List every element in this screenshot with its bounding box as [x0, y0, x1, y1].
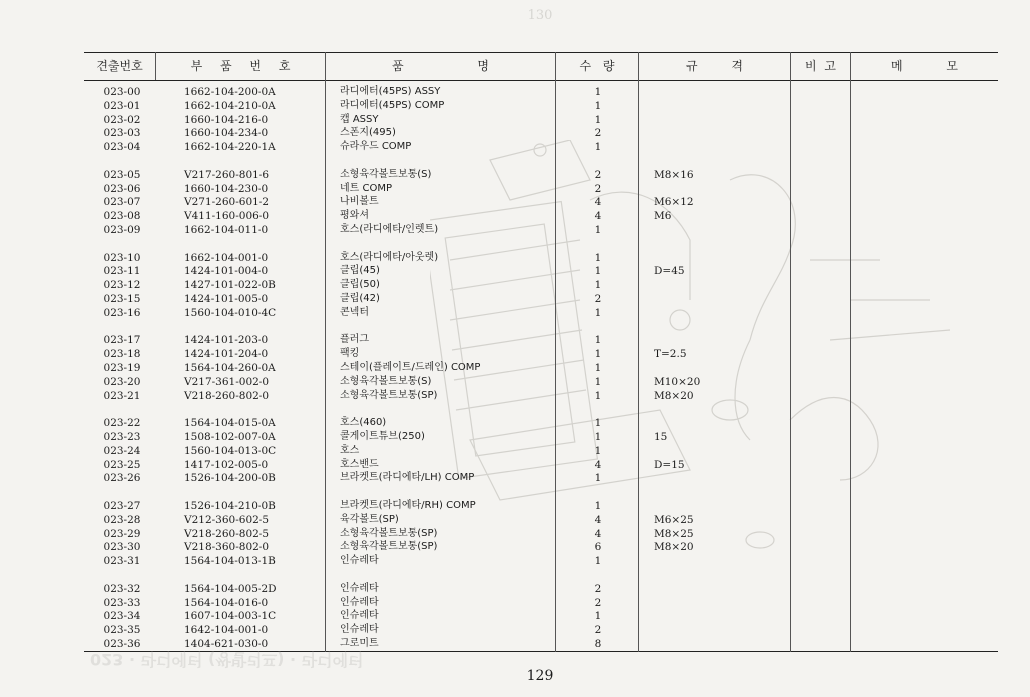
row-ref-number: 023-30 — [103, 541, 141, 554]
row-quantity: 4 — [594, 458, 602, 471]
row-part-number: 1660-104-230-0 — [184, 182, 269, 195]
row-spec — [654, 223, 734, 237]
row-quantity: 4 — [594, 210, 602, 223]
row-spec: 15 — [654, 431, 668, 443]
row-quantity: 1 — [594, 265, 602, 278]
row-part-number: 1560-104-013-0C — [184, 444, 277, 457]
row-part-name: 캡 ASSY — [340, 113, 379, 125]
row-part-number: 1662-104-220-1A — [184, 141, 276, 154]
row-part-name: 인슈레타 — [340, 596, 379, 608]
row-part-name: 소형육각볼트보통(S) — [340, 375, 432, 387]
row-part-number: 1424-101-204-0 — [184, 348, 269, 361]
page-number: 129 — [526, 668, 554, 684]
row-ref-number: 023-07 — [103, 196, 141, 209]
row-spec — [654, 596, 734, 610]
row-quantity: 1 — [594, 334, 602, 347]
row-part-number: 1564-104-015-0A — [184, 417, 276, 430]
row-part-number: 1607-104-003-1C — [184, 610, 277, 623]
row-spec — [654, 499, 734, 513]
row-spec — [654, 416, 734, 430]
row-part-name: 소형육각볼트보통(SP) — [340, 527, 438, 539]
row-ref-number: 023-01 — [103, 99, 141, 112]
row-part-name: 인슈레타 — [340, 555, 379, 567]
row-quantity: 1 — [594, 375, 602, 388]
row-spec: M8×20 — [654, 541, 694, 554]
row-quantity: 2 — [594, 582, 602, 595]
row-part-name: 콘넥터 — [340, 306, 369, 318]
col-sep-6 — [850, 52, 851, 652]
row-part-name: 호스(라디에타/아웃렛) — [340, 251, 439, 263]
row-spec — [654, 554, 734, 568]
header-memo: 메 모 — [891, 59, 958, 73]
row-spec: M8×16 — [654, 168, 694, 181]
row-ref-number: 023-15 — [103, 293, 141, 305]
row-quantity: 1 — [594, 279, 602, 292]
row-part-name: 슈라우드 COMP — [340, 141, 412, 153]
row-spec — [654, 333, 734, 347]
row-part-name: 평와셔 — [340, 210, 369, 222]
row-spec — [654, 306, 734, 320]
row-spec — [654, 251, 734, 265]
row-quantity: 1 — [594, 141, 602, 154]
row-ref-number: 023-22 — [103, 417, 141, 430]
row-part-number: 1564-104-260-0A — [184, 362, 276, 374]
bleed-through-caption: 023 · 라디에터 (쌍발리프) · 라디에터 — [90, 650, 364, 669]
row-part-number: 1424-101-005-0 — [184, 293, 269, 305]
row-quantity: 1 — [594, 389, 602, 402]
row-quantity: 1 — [594, 444, 602, 457]
row-quantity: 1 — [594, 500, 602, 512]
row-spec — [654, 292, 734, 306]
row-spec: T=2.5 — [654, 348, 687, 361]
row-spec — [654, 637, 734, 651]
row-ref-number: 023-17 — [103, 334, 141, 347]
row-part-number: V212-360-602-5 — [184, 513, 270, 526]
header-bottom-rule — [84, 80, 998, 81]
row-spec — [654, 609, 734, 623]
row-part-number: 1564-104-016-0 — [184, 596, 269, 609]
bleed-through-page-number: 130 — [527, 8, 553, 23]
row-part-name: 브라켓트(라디에타/RH) COMP — [340, 500, 476, 511]
row-part-number: 1662-104-210-0A — [184, 99, 276, 112]
row-spec: M8×20 — [654, 389, 694, 402]
col-sep-2 — [325, 52, 326, 652]
row-ref-number: 023-12 — [103, 279, 141, 292]
row-ref-number: 023-19 — [103, 362, 141, 374]
row-part-name: 소형육각볼트보통(SP) — [340, 389, 438, 401]
row-spec — [654, 471, 734, 485]
row-quantity: 1 — [594, 86, 602, 98]
row-part-number: 1424-101-203-0 — [184, 334, 269, 347]
row-part-name: 콜게이트튜브(250) — [340, 431, 425, 442]
row-ref-number: 023-21 — [103, 389, 141, 402]
header-quantity: 수 량 — [579, 59, 615, 73]
row-quantity: 1 — [594, 555, 602, 568]
row-part-number: 1660-104-216-0 — [184, 113, 269, 126]
row-quantity: 1 — [594, 417, 602, 430]
row-spec — [654, 623, 734, 637]
row-part-name: 호스밴드 — [340, 458, 379, 470]
header-ref-no: 견출번호 — [96, 59, 143, 73]
row-spec: M10×20 — [654, 375, 701, 388]
row-part-name: 클립(50) — [340, 279, 380, 291]
row-part-name: 팩킹 — [340, 348, 360, 360]
row-ref-number: 023-35 — [103, 624, 141, 637]
col-sep-4 — [638, 52, 639, 652]
row-ref-number: 023-28 — [103, 513, 141, 526]
row-spec: D=15 — [654, 458, 685, 471]
row-spec — [654, 85, 734, 99]
row-quantity: 2 — [594, 127, 602, 140]
row-part-number: 1417-102-005-0 — [184, 458, 269, 471]
row-quantity: 1 — [594, 113, 602, 126]
row-part-name: 인슈레타 — [340, 610, 379, 622]
row-quantity: 2 — [594, 182, 602, 195]
row-part-name: 호스(460) — [340, 417, 387, 429]
row-ref-number: 023-23 — [103, 431, 141, 443]
row-part-number: V411-160-006-0 — [184, 210, 270, 223]
row-ref-number: 023-24 — [103, 444, 141, 457]
row-spec — [654, 126, 734, 140]
row-part-number: 1560-104-010-4C — [184, 306, 277, 319]
row-ref-number: 023-02 — [103, 113, 141, 126]
row-quantity: 1 — [594, 472, 602, 485]
row-ref-number: 023-27 — [103, 500, 141, 512]
row-ref-number: 023-26 — [103, 472, 141, 485]
row-quantity: 1 — [594, 431, 602, 443]
header-remarks: 비 고 — [805, 59, 836, 73]
header-part-name: 품 명 — [392, 59, 489, 73]
row-quantity: 2 — [594, 293, 602, 305]
row-ref-number: 023-32 — [103, 582, 141, 595]
row-ref-number: 023-18 — [103, 348, 141, 361]
row-spec — [654, 140, 734, 154]
row-spec: M8×25 — [654, 527, 694, 540]
row-part-name: 인슈레타 — [340, 624, 379, 636]
row-spec — [654, 582, 734, 596]
row-part-name: 라디에터(45PS) COMP — [340, 99, 445, 111]
row-spec: M6×12 — [654, 196, 694, 209]
row-part-name: 그로미트 — [340, 638, 379, 649]
col-sep-5 — [790, 52, 791, 652]
row-part-name: 소형육각볼트보통(S) — [340, 168, 432, 180]
row-part-number: 1662-104-200-0A — [184, 86, 276, 98]
row-quantity: 2 — [594, 624, 602, 637]
row-part-name: 클립(42) — [340, 293, 380, 304]
row-quantity: 4 — [594, 527, 602, 540]
row-part-name: 네트 COMP — [340, 182, 393, 194]
row-quantity: 8 — [594, 638, 602, 650]
col-sep-3 — [555, 52, 556, 652]
row-quantity: 4 — [594, 513, 602, 526]
row-part-number: 1427-101-022-0B — [184, 279, 276, 292]
row-quantity: 1 — [594, 348, 602, 361]
row-part-number: V217-260-801-6 — [184, 168, 270, 181]
row-quantity: 1 — [594, 224, 602, 236]
row-quantity: 4 — [594, 196, 602, 209]
row-part-name: 스폰지(495) — [340, 127, 396, 139]
row-ref-number: 023-04 — [103, 141, 141, 154]
row-part-number: V271-260-601-2 — [184, 196, 270, 209]
row-quantity: 1 — [594, 362, 602, 374]
row-part-name: 소형육각볼트보통(SP) — [340, 541, 438, 553]
row-part-number: 1642-104-001-0 — [184, 624, 269, 637]
header-part-no: 부 품 번 호 — [190, 59, 291, 73]
row-ref-number: 023-00 — [103, 86, 141, 98]
row-ref-number: 023-09 — [103, 224, 141, 236]
row-quantity: 1 — [594, 610, 602, 623]
row-part-number: V217-361-002-0 — [184, 375, 270, 388]
row-part-name: 플러그 — [340, 334, 369, 346]
row-ref-number: 023-31 — [103, 555, 141, 568]
row-part-name: 브라켓트(라디에타/LH) COMP — [340, 472, 475, 484]
row-ref-number: 023-34 — [103, 610, 141, 623]
row-part-number: V218-360-802-0 — [184, 541, 270, 554]
row-part-number: 1424-101-004-0 — [184, 265, 269, 278]
row-spec — [654, 182, 734, 196]
header-spec: 규 격 — [686, 59, 743, 73]
row-part-name: 나비볼트 — [340, 196, 379, 208]
row-part-name: 클립(45) — [340, 265, 380, 277]
row-part-number: 1526-104-200-0B — [184, 472, 276, 485]
row-ref-number: 023-16 — [103, 306, 141, 319]
row-spec — [654, 99, 734, 113]
row-part-number: 1404-621-030-0 — [184, 638, 269, 650]
row-part-number: 1564-104-013-1B — [184, 555, 276, 568]
row-quantity: 2 — [594, 168, 602, 181]
row-ref-number: 023-25 — [103, 458, 141, 471]
row-ref-number: 023-06 — [103, 182, 141, 195]
row-spec: M6 — [654, 210, 672, 223]
row-ref-number: 023-11 — [103, 265, 141, 278]
row-part-name: 육각볼트(SP) — [340, 513, 399, 525]
row-ref-number: 023-29 — [103, 527, 141, 540]
row-ref-number: 023-03 — [103, 127, 141, 140]
row-spec — [654, 361, 734, 375]
row-part-name: 호스(라디에타/인렛트) — [340, 224, 439, 235]
row-spec — [654, 278, 734, 292]
row-quantity: 1 — [594, 251, 602, 264]
row-spec — [654, 113, 734, 127]
row-quantity: 6 — [594, 541, 602, 554]
row-part-number: V218-260-802-5 — [184, 527, 270, 540]
row-part-name: 스테이(플레이트/드레인) COMP — [340, 362, 481, 373]
row-part-number: 1662-104-011-0 — [184, 224, 269, 236]
row-ref-number: 023-10 — [103, 251, 141, 264]
row-quantity: 1 — [594, 99, 602, 112]
row-ref-number: 023-36 — [103, 638, 141, 650]
row-part-name: 인슈레타 — [340, 582, 379, 594]
row-part-number: 1662-104-001-0 — [184, 251, 269, 264]
row-ref-number: 023-33 — [103, 596, 141, 609]
row-part-number: 1508-102-007-0A — [184, 431, 276, 443]
row-spec: D=45 — [654, 265, 685, 278]
row-part-number: V218-260-802-0 — [184, 389, 270, 402]
row-part-number: 1526-104-210-0B — [184, 500, 276, 512]
row-part-name: 호스 — [340, 444, 360, 456]
row-part-number: 1660-104-234-0 — [184, 127, 269, 140]
row-part-name: 라디에터(45PS) ASSY — [340, 86, 441, 97]
row-ref-number: 023-20 — [103, 375, 141, 388]
row-part-number: 1564-104-005-2D — [184, 582, 277, 595]
row-quantity: 1 — [594, 306, 602, 319]
row-quantity: 2 — [594, 596, 602, 609]
row-ref-number: 023-05 — [103, 168, 141, 181]
row-spec: M6×25 — [654, 513, 694, 526]
row-spec — [654, 444, 734, 458]
row-ref-number: 023-08 — [103, 210, 141, 223]
